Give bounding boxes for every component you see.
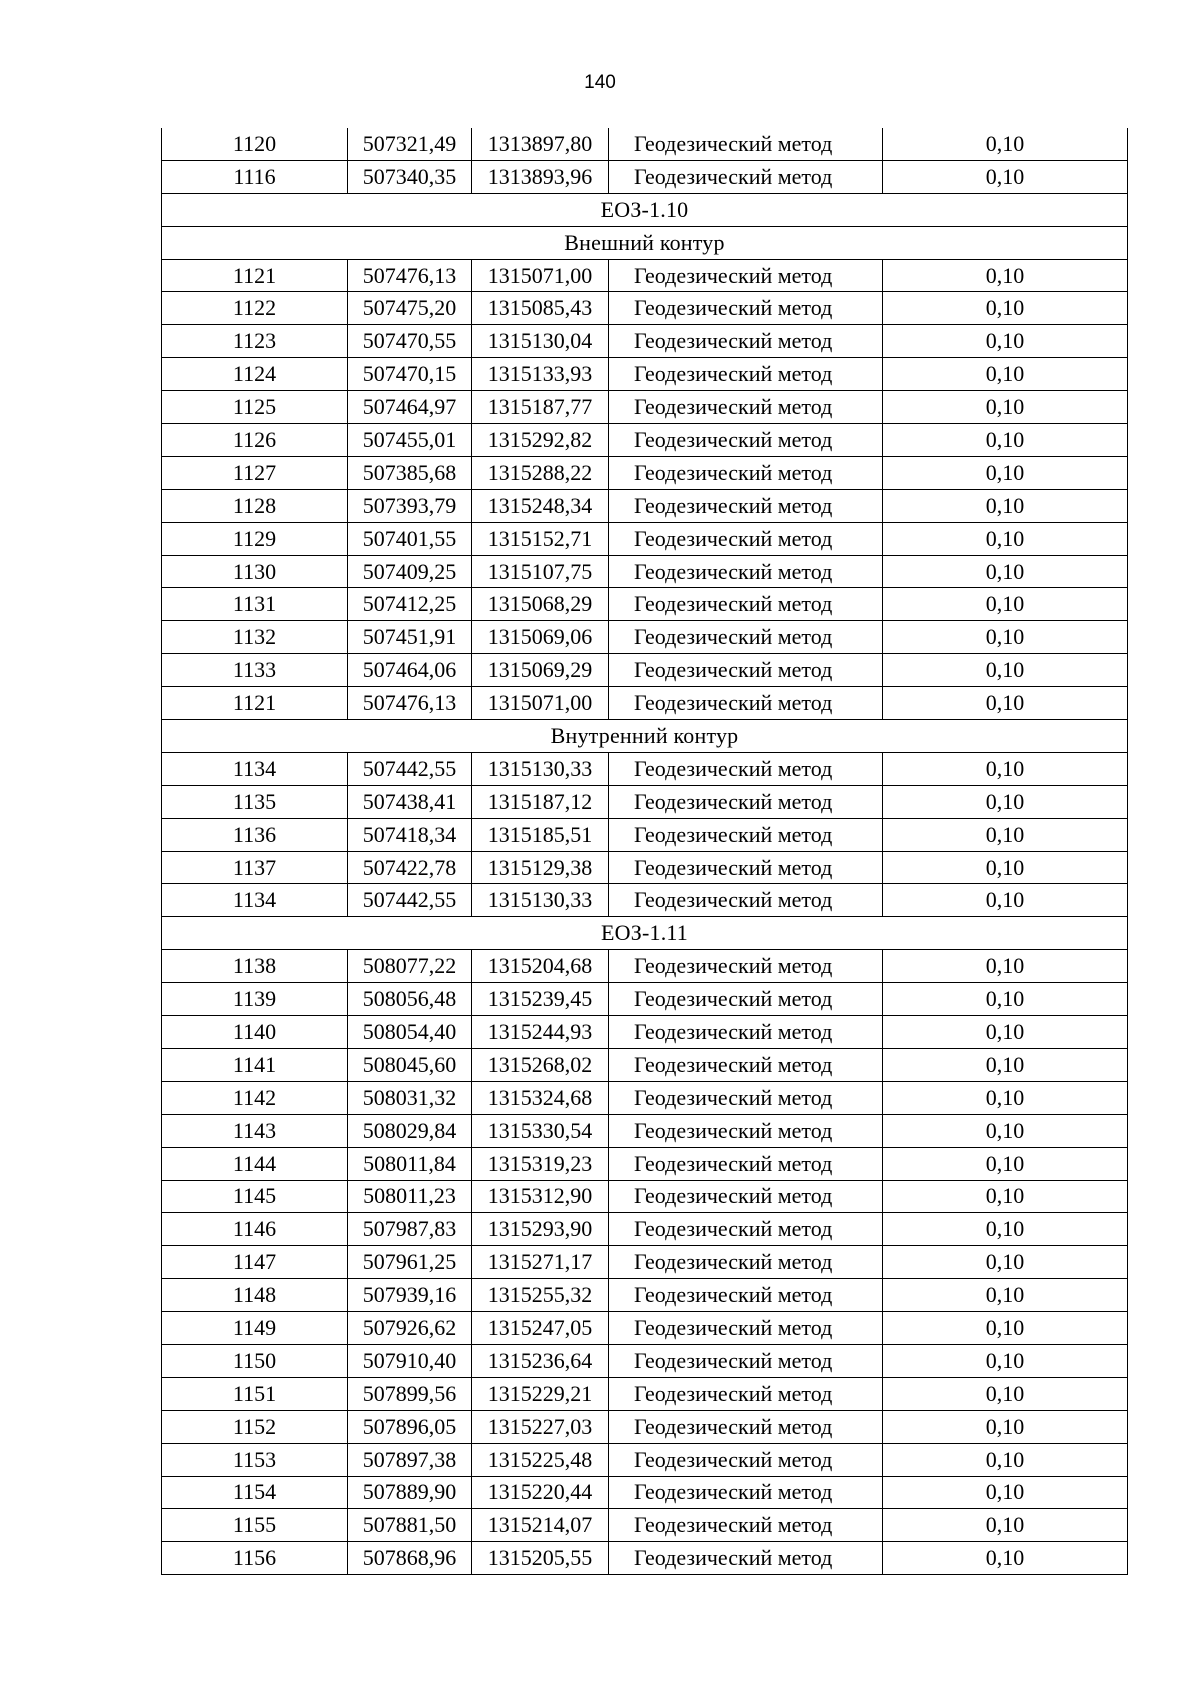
point-number-cell: 1143 (162, 1114, 348, 1147)
accuracy-cell: 0,10 (883, 1213, 1128, 1246)
x-coordinate-cell: 507868,96 (348, 1542, 472, 1575)
accuracy-cell: 0,10 (883, 489, 1128, 522)
y-coordinate-cell: 1315069,29 (472, 654, 609, 687)
x-coordinate-cell: 507418,34 (348, 818, 472, 851)
accuracy-cell: 0,10 (883, 1081, 1128, 1114)
method-cell: Геодезический метод (609, 391, 883, 424)
method-cell: Геодезический метод (609, 1048, 883, 1081)
y-coordinate-cell: 1315085,43 (472, 292, 609, 325)
y-coordinate-cell: 1315130,33 (472, 752, 609, 785)
point-number-cell: 1116 (162, 160, 348, 193)
method-cell: Геодезический метод (609, 555, 883, 588)
y-coordinate-cell: 1315071,00 (472, 687, 609, 720)
x-coordinate-cell: 507393,79 (348, 489, 472, 522)
x-coordinate-cell: 507385,68 (348, 456, 472, 489)
table-row (162, 1509, 1128, 1542)
x-coordinate-cell: 507476,13 (348, 259, 472, 292)
accuracy-cell: 0,10 (883, 588, 1128, 621)
method-cell: Геодезический метод (609, 1344, 883, 1377)
accuracy-cell: 0,10 (883, 752, 1128, 785)
method-cell: Геодезический метод (609, 818, 883, 851)
y-coordinate-cell: 1315229,21 (472, 1377, 609, 1410)
point-number-cell: 1140 (162, 1016, 348, 1049)
method-cell: Геодезический метод (609, 1081, 883, 1114)
table-row (162, 1213, 1128, 1246)
method-cell: Геодезический метод (609, 1180, 883, 1213)
table-row (162, 1312, 1128, 1345)
y-coordinate-cell: 1315204,68 (472, 950, 609, 983)
method-cell: Геодезический метод (609, 1147, 883, 1180)
method-cell: Геодезический метод (609, 1246, 883, 1279)
y-coordinate-cell: 1315205,55 (472, 1542, 609, 1575)
accuracy-cell: 0,10 (883, 621, 1128, 654)
x-coordinate-cell: 507401,55 (348, 522, 472, 555)
x-coordinate-cell: 507926,62 (348, 1312, 472, 1345)
table-row (162, 1147, 1128, 1180)
accuracy-cell: 0,10 (883, 424, 1128, 457)
y-coordinate-cell: 1315069,06 (472, 621, 609, 654)
accuracy-cell: 0,10 (883, 292, 1128, 325)
table-row (162, 456, 1128, 489)
point-number-cell: 1134 (162, 752, 348, 785)
table-row (162, 621, 1128, 654)
point-number-cell: 1139 (162, 983, 348, 1016)
section-row (162, 226, 1128, 259)
x-coordinate-cell: 507889,90 (348, 1476, 472, 1509)
x-coordinate-cell: 508077,22 (348, 950, 472, 983)
method-cell: Геодезический метод (609, 1542, 883, 1575)
point-number-cell: 1149 (162, 1312, 348, 1345)
x-coordinate-cell: 507476,13 (348, 687, 472, 720)
accuracy-cell: 0,10 (883, 522, 1128, 555)
point-number-cell: 1121 (162, 259, 348, 292)
accuracy-cell: 0,10 (883, 1410, 1128, 1443)
method-cell: Геодезический метод (609, 128, 883, 160)
x-coordinate-cell: 507910,40 (348, 1344, 472, 1377)
method-cell: Геодезический метод (609, 522, 883, 555)
method-cell: Геодезический метод (609, 1279, 883, 1312)
accuracy-cell: 0,10 (883, 358, 1128, 391)
method-cell: Геодезический метод (609, 785, 883, 818)
x-coordinate-cell: 507455,01 (348, 424, 472, 457)
x-coordinate-cell: 507899,56 (348, 1377, 472, 1410)
table-row (162, 1377, 1128, 1410)
point-number-cell: 1142 (162, 1081, 348, 1114)
y-coordinate-cell: 1315244,93 (472, 1016, 609, 1049)
x-coordinate-cell: 507939,16 (348, 1279, 472, 1312)
table-row (162, 983, 1128, 1016)
table-row (162, 1542, 1128, 1575)
point-number-cell: 1127 (162, 456, 348, 489)
point-number-cell: 1146 (162, 1213, 348, 1246)
x-coordinate-cell: 508054,40 (348, 1016, 472, 1049)
y-coordinate-cell: 1315214,07 (472, 1509, 609, 1542)
accuracy-cell: 0,10 (883, 391, 1128, 424)
y-coordinate-cell: 1315187,77 (472, 391, 609, 424)
table-row (162, 1048, 1128, 1081)
method-cell: Геодезический метод (609, 424, 883, 457)
point-number-cell: 1145 (162, 1180, 348, 1213)
y-coordinate-cell: 1315236,64 (472, 1344, 609, 1377)
method-cell: Геодезический метод (609, 1016, 883, 1049)
accuracy-cell: 0,10 (883, 128, 1128, 160)
section-label: ЕОЗ-1.10 (162, 193, 1128, 226)
y-coordinate-cell: 1315129,38 (472, 851, 609, 884)
x-coordinate-cell: 507464,97 (348, 391, 472, 424)
point-number-cell: 1125 (162, 391, 348, 424)
x-coordinate-cell: 507412,25 (348, 588, 472, 621)
y-coordinate-cell: 1315268,02 (472, 1048, 609, 1081)
accuracy-cell: 0,10 (883, 259, 1128, 292)
y-coordinate-cell: 1315130,33 (472, 884, 609, 917)
point-number-cell: 1121 (162, 687, 348, 720)
y-coordinate-cell: 1313897,80 (472, 128, 609, 160)
accuracy-cell: 0,10 (883, 555, 1128, 588)
table-row (162, 785, 1128, 818)
x-coordinate-cell: 507451,91 (348, 621, 472, 654)
y-coordinate-cell: 1315293,90 (472, 1213, 609, 1246)
method-cell: Геодезический метод (609, 851, 883, 884)
y-coordinate-cell: 1315187,12 (472, 785, 609, 818)
point-number-cell: 1144 (162, 1147, 348, 1180)
method-cell: Геодезический метод (609, 1213, 883, 1246)
table-row (162, 950, 1128, 983)
x-coordinate-cell: 507321,49 (348, 128, 472, 160)
accuracy-cell: 0,10 (883, 160, 1128, 193)
x-coordinate-cell: 507470,55 (348, 325, 472, 358)
table-row (162, 292, 1128, 325)
y-coordinate-cell: 1315130,04 (472, 325, 609, 358)
point-number-cell: 1137 (162, 851, 348, 884)
accuracy-cell: 0,10 (883, 654, 1128, 687)
table-row (162, 588, 1128, 621)
table-row (162, 160, 1128, 193)
x-coordinate-cell: 507442,55 (348, 884, 472, 917)
y-coordinate-cell: 1315319,23 (472, 1147, 609, 1180)
method-cell: Геодезический метод (609, 1377, 883, 1410)
point-number-cell: 1124 (162, 358, 348, 391)
y-coordinate-cell: 1315255,32 (472, 1279, 609, 1312)
point-number-cell: 1148 (162, 1279, 348, 1312)
x-coordinate-cell: 507881,50 (348, 1509, 472, 1542)
y-coordinate-cell: 1315220,44 (472, 1476, 609, 1509)
table-row (162, 1476, 1128, 1509)
y-coordinate-cell: 1315288,22 (472, 456, 609, 489)
accuracy-cell: 0,10 (883, 1246, 1128, 1279)
point-number-cell: 1138 (162, 950, 348, 983)
point-number-cell: 1136 (162, 818, 348, 851)
method-cell: Геодезический метод (609, 983, 883, 1016)
table-row (162, 818, 1128, 851)
x-coordinate-cell: 507340,35 (348, 160, 472, 193)
accuracy-cell: 0,10 (883, 1509, 1128, 1542)
table-row (162, 851, 1128, 884)
method-cell: Геодезический метод (609, 687, 883, 720)
accuracy-cell: 0,10 (883, 785, 1128, 818)
point-number-cell: 1154 (162, 1476, 348, 1509)
point-number-cell: 1129 (162, 522, 348, 555)
y-coordinate-cell: 1315292,82 (472, 424, 609, 457)
x-coordinate-cell: 507470,15 (348, 358, 472, 391)
method-cell: Геодезический метод (609, 489, 883, 522)
point-number-cell: 1147 (162, 1246, 348, 1279)
x-coordinate-cell: 507464,06 (348, 654, 472, 687)
accuracy-cell: 0,10 (883, 1180, 1128, 1213)
accuracy-cell: 0,10 (883, 950, 1128, 983)
point-number-cell: 1123 (162, 325, 348, 358)
point-number-cell: 1122 (162, 292, 348, 325)
table-row (162, 1443, 1128, 1476)
point-number-cell: 1130 (162, 555, 348, 588)
table-row (162, 259, 1128, 292)
accuracy-cell: 0,10 (883, 1016, 1128, 1049)
table-row (162, 654, 1128, 687)
point-number-cell: 1152 (162, 1410, 348, 1443)
x-coordinate-cell: 508029,84 (348, 1114, 472, 1147)
point-number-cell: 1134 (162, 884, 348, 917)
point-number-cell: 1151 (162, 1377, 348, 1410)
accuracy-cell: 0,10 (883, 1542, 1128, 1575)
x-coordinate-cell: 507961,25 (348, 1246, 472, 1279)
y-coordinate-cell: 1315152,71 (472, 522, 609, 555)
table-row (162, 424, 1128, 457)
x-coordinate-cell: 507896,05 (348, 1410, 472, 1443)
point-number-cell: 1155 (162, 1509, 348, 1542)
method-cell: Геодезический метод (609, 1509, 883, 1542)
accuracy-cell: 0,10 (883, 983, 1128, 1016)
table-row (162, 555, 1128, 588)
x-coordinate-cell: 508031,32 (348, 1081, 472, 1114)
table-row (162, 1246, 1128, 1279)
table-row (162, 1344, 1128, 1377)
method-cell: Геодезический метод (609, 950, 883, 983)
table-row (162, 884, 1128, 917)
method-cell: Геодезический метод (609, 588, 883, 621)
method-cell: Геодезический метод (609, 752, 883, 785)
x-coordinate-cell: 507409,25 (348, 555, 472, 588)
table-row (162, 489, 1128, 522)
y-coordinate-cell: 1315324,68 (472, 1081, 609, 1114)
method-cell: Геодезический метод (609, 325, 883, 358)
method-cell: Геодезический метод (609, 259, 883, 292)
method-cell: Геодезический метод (609, 1114, 883, 1147)
accuracy-cell: 0,10 (883, 1344, 1128, 1377)
point-number-cell: 1126 (162, 424, 348, 457)
coordinates-table (161, 128, 1128, 1575)
table-row (162, 752, 1128, 785)
y-coordinate-cell: 1315185,51 (472, 818, 609, 851)
point-number-cell: 1150 (162, 1344, 348, 1377)
method-cell: Геодезический метод (609, 292, 883, 325)
y-coordinate-cell: 1315071,00 (472, 259, 609, 292)
table-row (162, 391, 1128, 424)
x-coordinate-cell: 508045,60 (348, 1048, 472, 1081)
y-coordinate-cell: 1315225,48 (472, 1443, 609, 1476)
accuracy-cell: 0,10 (883, 1377, 1128, 1410)
accuracy-cell: 0,10 (883, 1147, 1128, 1180)
x-coordinate-cell: 507438,41 (348, 785, 472, 818)
table-row (162, 358, 1128, 391)
point-number-cell: 1156 (162, 1542, 348, 1575)
coordinates-table-body (162, 128, 1128, 1575)
y-coordinate-cell: 1313893,96 (472, 160, 609, 193)
accuracy-cell: 0,10 (883, 325, 1128, 358)
accuracy-cell: 0,10 (883, 687, 1128, 720)
table-row (162, 1114, 1128, 1147)
point-number-cell: 1135 (162, 785, 348, 818)
y-coordinate-cell: 1315247,05 (472, 1312, 609, 1345)
y-coordinate-cell: 1315107,75 (472, 555, 609, 588)
x-coordinate-cell: 507475,20 (348, 292, 472, 325)
table-row (162, 1279, 1128, 1312)
method-cell: Геодезический метод (609, 1476, 883, 1509)
method-cell: Геодезический метод (609, 654, 883, 687)
point-number-cell: 1153 (162, 1443, 348, 1476)
accuracy-cell: 0,10 (883, 818, 1128, 851)
method-cell: Геодезический метод (609, 884, 883, 917)
section-row (162, 193, 1128, 226)
point-number-cell: 1133 (162, 654, 348, 687)
table-row (162, 522, 1128, 555)
x-coordinate-cell: 507897,38 (348, 1443, 472, 1476)
method-cell: Геодезический метод (609, 358, 883, 391)
y-coordinate-cell: 1315227,03 (472, 1410, 609, 1443)
method-cell: Геодезический метод (609, 1443, 883, 1476)
table-row (162, 1180, 1128, 1213)
x-coordinate-cell: 507987,83 (348, 1213, 472, 1246)
accuracy-cell: 0,10 (883, 884, 1128, 917)
point-number-cell: 1128 (162, 489, 348, 522)
method-cell: Геодезический метод (609, 621, 883, 654)
y-coordinate-cell: 1315133,93 (472, 358, 609, 391)
table-row (162, 1410, 1128, 1443)
point-number-cell: 1120 (162, 128, 348, 160)
accuracy-cell: 0,10 (883, 1114, 1128, 1147)
section-label: Внешний контур (162, 226, 1128, 259)
section-label: Внутренний контур (162, 720, 1128, 753)
section-label: ЕОЗ-1.11 (162, 917, 1128, 950)
y-coordinate-cell: 1315248,34 (472, 489, 609, 522)
y-coordinate-cell: 1315239,45 (472, 983, 609, 1016)
x-coordinate-cell: 507442,55 (348, 752, 472, 785)
table-row (162, 1081, 1128, 1114)
table-row (162, 1016, 1128, 1049)
table-row (162, 687, 1128, 720)
accuracy-cell: 0,10 (883, 1312, 1128, 1345)
page-number: 140 (584, 72, 616, 93)
accuracy-cell: 0,10 (883, 1048, 1128, 1081)
table-row (162, 128, 1128, 160)
y-coordinate-cell: 1315330,54 (472, 1114, 609, 1147)
y-coordinate-cell: 1315312,90 (472, 1180, 609, 1213)
method-cell: Геодезический метод (609, 1312, 883, 1345)
y-coordinate-cell: 1315271,17 (472, 1246, 609, 1279)
x-coordinate-cell: 508011,84 (348, 1147, 472, 1180)
accuracy-cell: 0,10 (883, 851, 1128, 884)
section-row (162, 917, 1128, 950)
method-cell: Геодезический метод (609, 1410, 883, 1443)
section-row (162, 720, 1128, 753)
accuracy-cell: 0,10 (883, 456, 1128, 489)
point-number-cell: 1132 (162, 621, 348, 654)
y-coordinate-cell: 1315068,29 (472, 588, 609, 621)
x-coordinate-cell: 508056,48 (348, 983, 472, 1016)
point-number-cell: 1131 (162, 588, 348, 621)
method-cell: Геодезический метод (609, 456, 883, 489)
point-number-cell: 1141 (162, 1048, 348, 1081)
x-coordinate-cell: 507422,78 (348, 851, 472, 884)
x-coordinate-cell: 508011,23 (348, 1180, 472, 1213)
method-cell: Геодезический метод (609, 160, 883, 193)
accuracy-cell: 0,10 (883, 1476, 1128, 1509)
accuracy-cell: 0,10 (883, 1443, 1128, 1476)
table-row (162, 325, 1128, 358)
accuracy-cell: 0,10 (883, 1279, 1128, 1312)
